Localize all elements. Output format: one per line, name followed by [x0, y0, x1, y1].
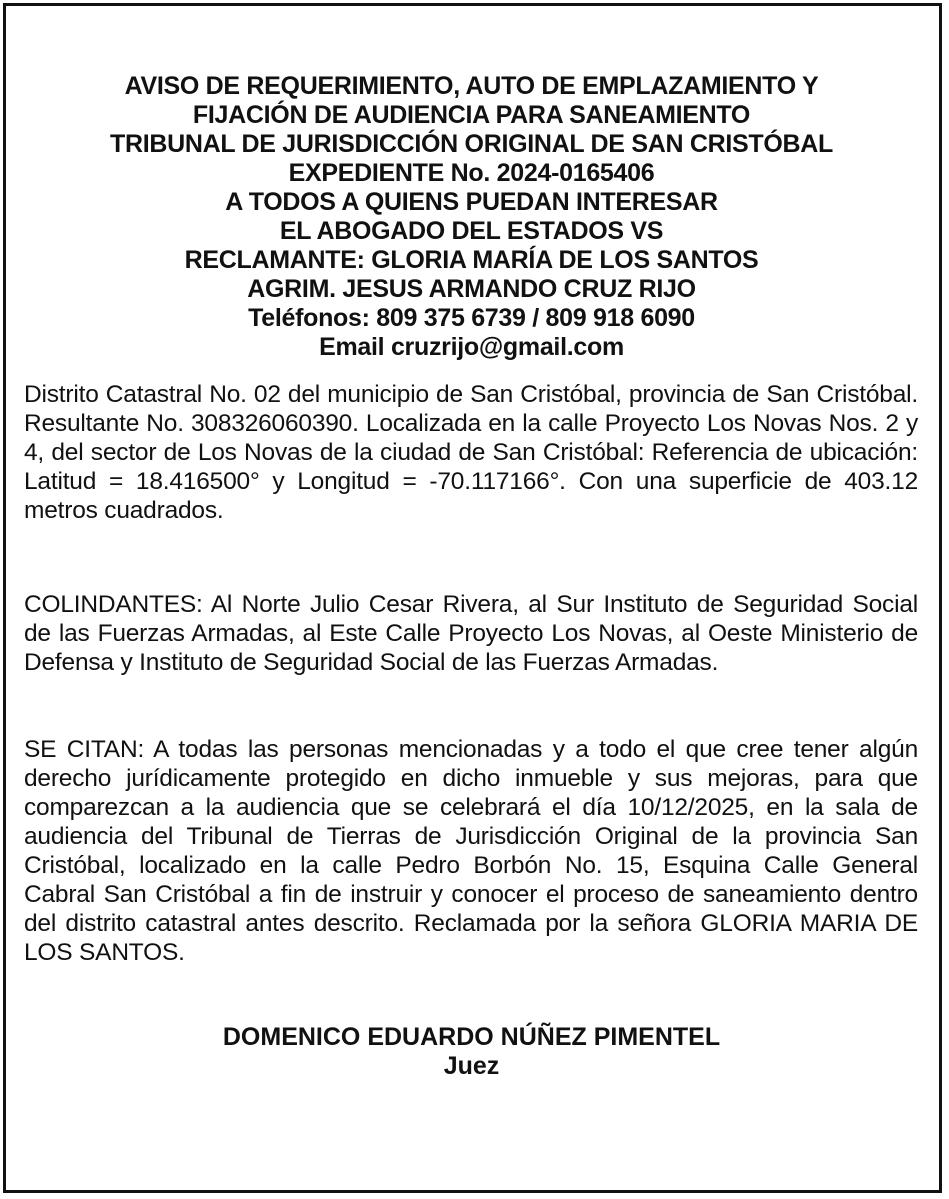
citation-paragraph: SE CITAN: A todas las personas mencionadas y a todo el que cree tener algún derecho jurídicamente protegido en dicho inmueble y sus mejoras, para que comparezcan a la audiencia que se celebrará el día 10/12/2025, en la sala de audiencia del Tribunal de Tierras de Jurisdicción Original de la provincia San Cristóbal, localizado en la calle Pedro Borbón No. 15, Esquina Calle General Cabral San Cristóbal a fin de instruir y conocer el proceso de saneamiento dentro del distrito catastral antes descrito. Reclamada por la señora GLORIA MARIA DE LOS SANTOS. — [24, 736, 918, 966]
judge-name: DOMENICO EDUARDO NÚÑEZ PIMENTEL — [222, 1023, 721, 1051]
signature-block — [20, 1023, 923, 1081]
header-phones: Teléfonos: 809 375 6739 / 809 918 6090 — [248, 304, 695, 332]
judge-title: Juez — [443, 1052, 500, 1080]
header-addressee: A TODOS A QUIENS PUEDAN INTERESAR — [225, 188, 718, 216]
header-court: TRIBUNAL DE JURISDICCIÓN ORIGINAL DE SAN CRISTÓBAL — [109, 130, 833, 158]
header-email: Email cruzrijo@gmail.com — [319, 333, 624, 361]
header-title-line-2: FIJACIÓN DE AUDIENCIA PARA SANEAMIENTO — [192, 101, 751, 129]
header-claimant: RECLAMANTE: GLORIA MARÍA DE LOS SANTOS — [184, 246, 759, 274]
colindantes-paragraph: COLINDANTES: Al Norte Julio Cesar Rivera, al Sur Instituto de Seguridad Social de las Fuerzas Armadas, al Este Calle Proyecto Los Novas, al Oeste Ministerio de Defensa y Instituto de Seguridad Social de las Fuerzas Armadas. — [24, 591, 918, 676]
header-parties: EL ABOGADO DEL ESTADOS VS — [279, 217, 664, 245]
property-description-paragraph: Distrito Catastral No. 02 del municipio de San Cristóbal, provincia de San Cristóbal. Resultante No. 308326060390. Localizada en la calle Proyecto Los Novas Nos. 2 y 4, del sector de Los Novas de la ciudad de San Cristóbal: Referencia de ubicación: Latitud = 18.416500° y Longitud = -70.117166°. Con una superficie de 403.12 metros cuadrados. — [24, 381, 918, 524]
header-surveyor: AGRIM. JESUS ARMANDO CRUZ RIJO — [247, 275, 696, 303]
header-case-number: EXPEDIENTE No. 2024-0165406 — [288, 159, 655, 187]
header-title-line-1: AVISO DE REQUERIMIENTO, AUTO DE EMPLAZAMIENTO Y — [124, 72, 819, 100]
notice-header — [20, 72, 923, 362]
